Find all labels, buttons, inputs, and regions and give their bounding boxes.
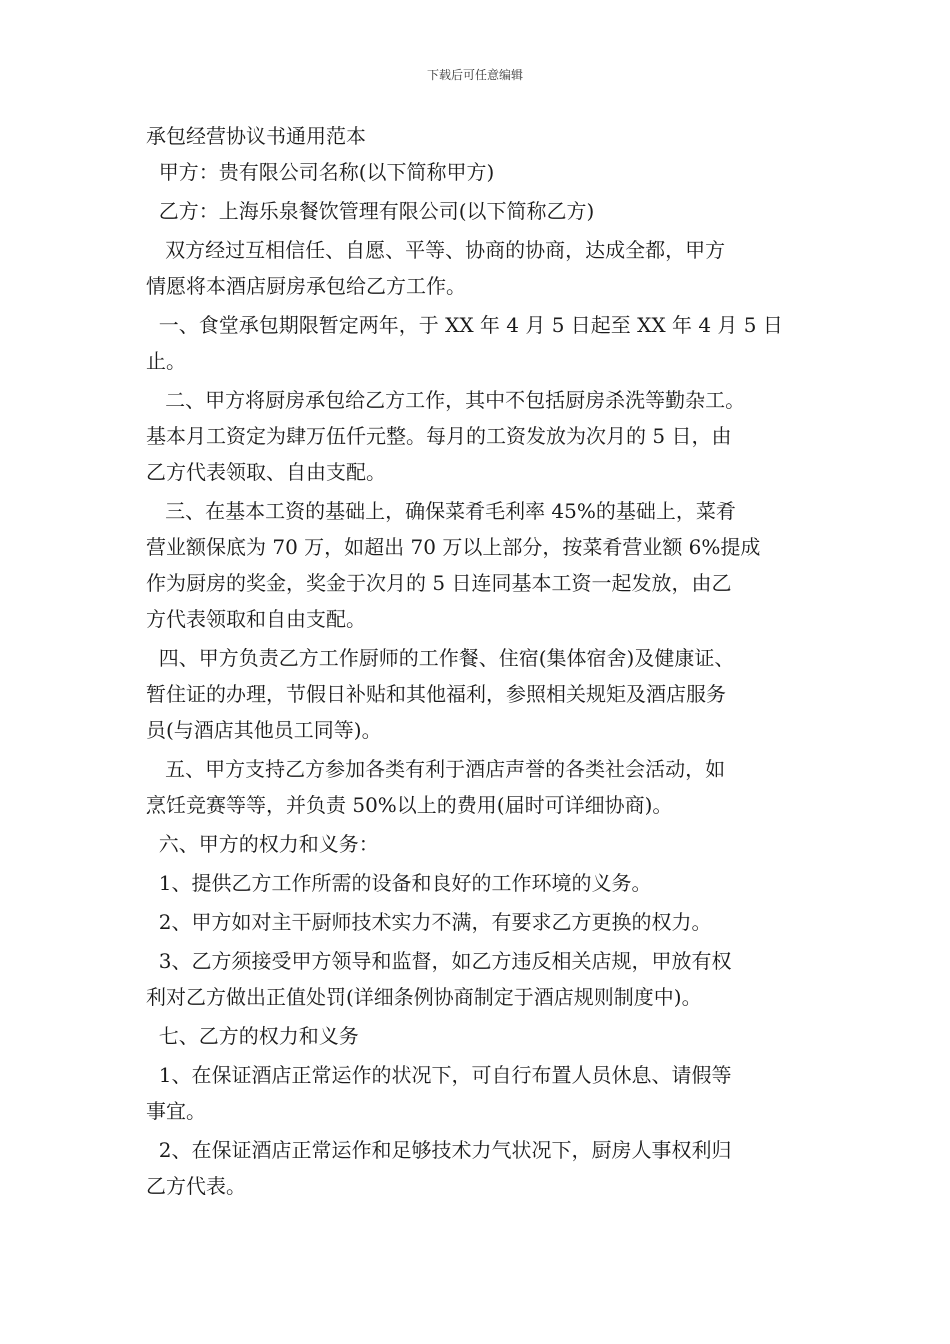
paragraph [146, 493, 822, 637]
paragraph [146, 307, 822, 379]
paragraph-line: 暂住证的办理，节假日补贴和其他福利，参照相关规矩及酒店服务 [146, 682, 726, 706]
paragraph-line: 乙方代表领取、自由支配。 [146, 460, 386, 484]
paragraph-line: 方代表领取和自由支配。 [146, 607, 366, 631]
document-title: 承包经营协议书通用范本 [146, 124, 366, 148]
paragraph [146, 640, 822, 748]
paragraph [146, 1057, 822, 1129]
paragraph-line: 基本月工资定为肆万伍仟元整。每月的工资发放为次月的 5 日，由 [146, 424, 732, 448]
paragraph-line: 双方经过互相信任、自愿、平等、协商的协商，达成全都，甲方 [146, 238, 726, 262]
paragraph-line: 三、在基本工资的基础上，确保菜肴毛利率 45%的基础上，菜肴 [146, 499, 736, 523]
paragraph-line: 事宜。 [146, 1099, 206, 1123]
paragraph [146, 865, 822, 901]
paragraph [146, 382, 822, 490]
paragraph-line: 作为厨房的奖金，奖金于次月的 5 日连同基本工资一起发放，由乙 [146, 571, 732, 595]
paragraph-line: 利对乙方做出正值处罚(详细条例协商制定于酒店规则制度中)。 [146, 985, 702, 1009]
paragraph-line: 七、乙方的权力和义务 [146, 1024, 359, 1048]
paragraph-line: 烹饪竞赛等等，并负责 50%以上的费用(届时可详细协商)。 [146, 793, 673, 817]
paragraph-line: 员(与酒店其他员工同等)。 [146, 718, 382, 742]
paragraph-line: 2、在保证酒店正常运作和足够技术力气状况下，厨房人事权利归 [146, 1138, 732, 1162]
paragraph-line: 一、食堂承包期限暂定两年，于 XX 年 4 月 5 日起至 XX 年 4 月 5 日 [146, 313, 783, 337]
paragraph-line: 营业额保底为 70 万，如超出 70 万以上部分，按菜肴营业额 6%提成 [146, 535, 761, 559]
paragraph [146, 751, 822, 823]
paragraph-line: 二、甲方将厨房承包给乙方工作，其中不包括厨房杀洗等勤杂工。 [146, 388, 746, 412]
paragraph-line: 情愿将本酒店厨房承包给乙方工作。 [146, 274, 466, 298]
paragraph [146, 826, 822, 862]
paragraph-line: 2、甲方如对主干厨师技术实力不满，有要求乙方更换的权力。 [146, 910, 712, 934]
document-body [146, 118, 822, 1207]
paragraph-list [146, 154, 822, 1204]
paragraph [146, 232, 822, 304]
paragraph [146, 904, 822, 940]
paragraph-line: 甲方：贵有限公司名称(以下简称甲方) [146, 160, 495, 184]
paragraph-line: 五、甲方支持乙方参加各类有利于酒店声誉的各类社会活动，如 [146, 757, 726, 781]
paragraph [146, 1018, 822, 1054]
paragraph [146, 1132, 822, 1204]
paragraph-line: 1、提供乙方工作所需的设备和良好的工作环境的义务。 [146, 871, 652, 895]
paragraph [146, 154, 822, 190]
paragraph-line: 乙方代表。 [146, 1174, 246, 1198]
paragraph-line: 3、乙方须接受甲方领导和监督，如乙方违反相关店规，甲放有权 [146, 949, 732, 973]
paragraph-line: 止。 [146, 349, 186, 373]
paragraph [146, 943, 822, 1015]
header-note: 下载后可任意编辑 [426, 68, 523, 82]
paragraph-line: 乙方：上海乐泉餐饮管理有限公司(以下简称乙方) [146, 199, 595, 223]
paragraph-line: 四、甲方负责乙方工作厨师的工作餐、住宿(集体宿舍)及健康证、 [146, 646, 735, 670]
paragraph-line: 六、甲方的权力和义务： [146, 832, 379, 856]
paragraph-line: 1、在保证酒店正常运作的状况下，可自行布置人员休息、请假等 [146, 1063, 732, 1087]
paragraph [146, 193, 822, 229]
